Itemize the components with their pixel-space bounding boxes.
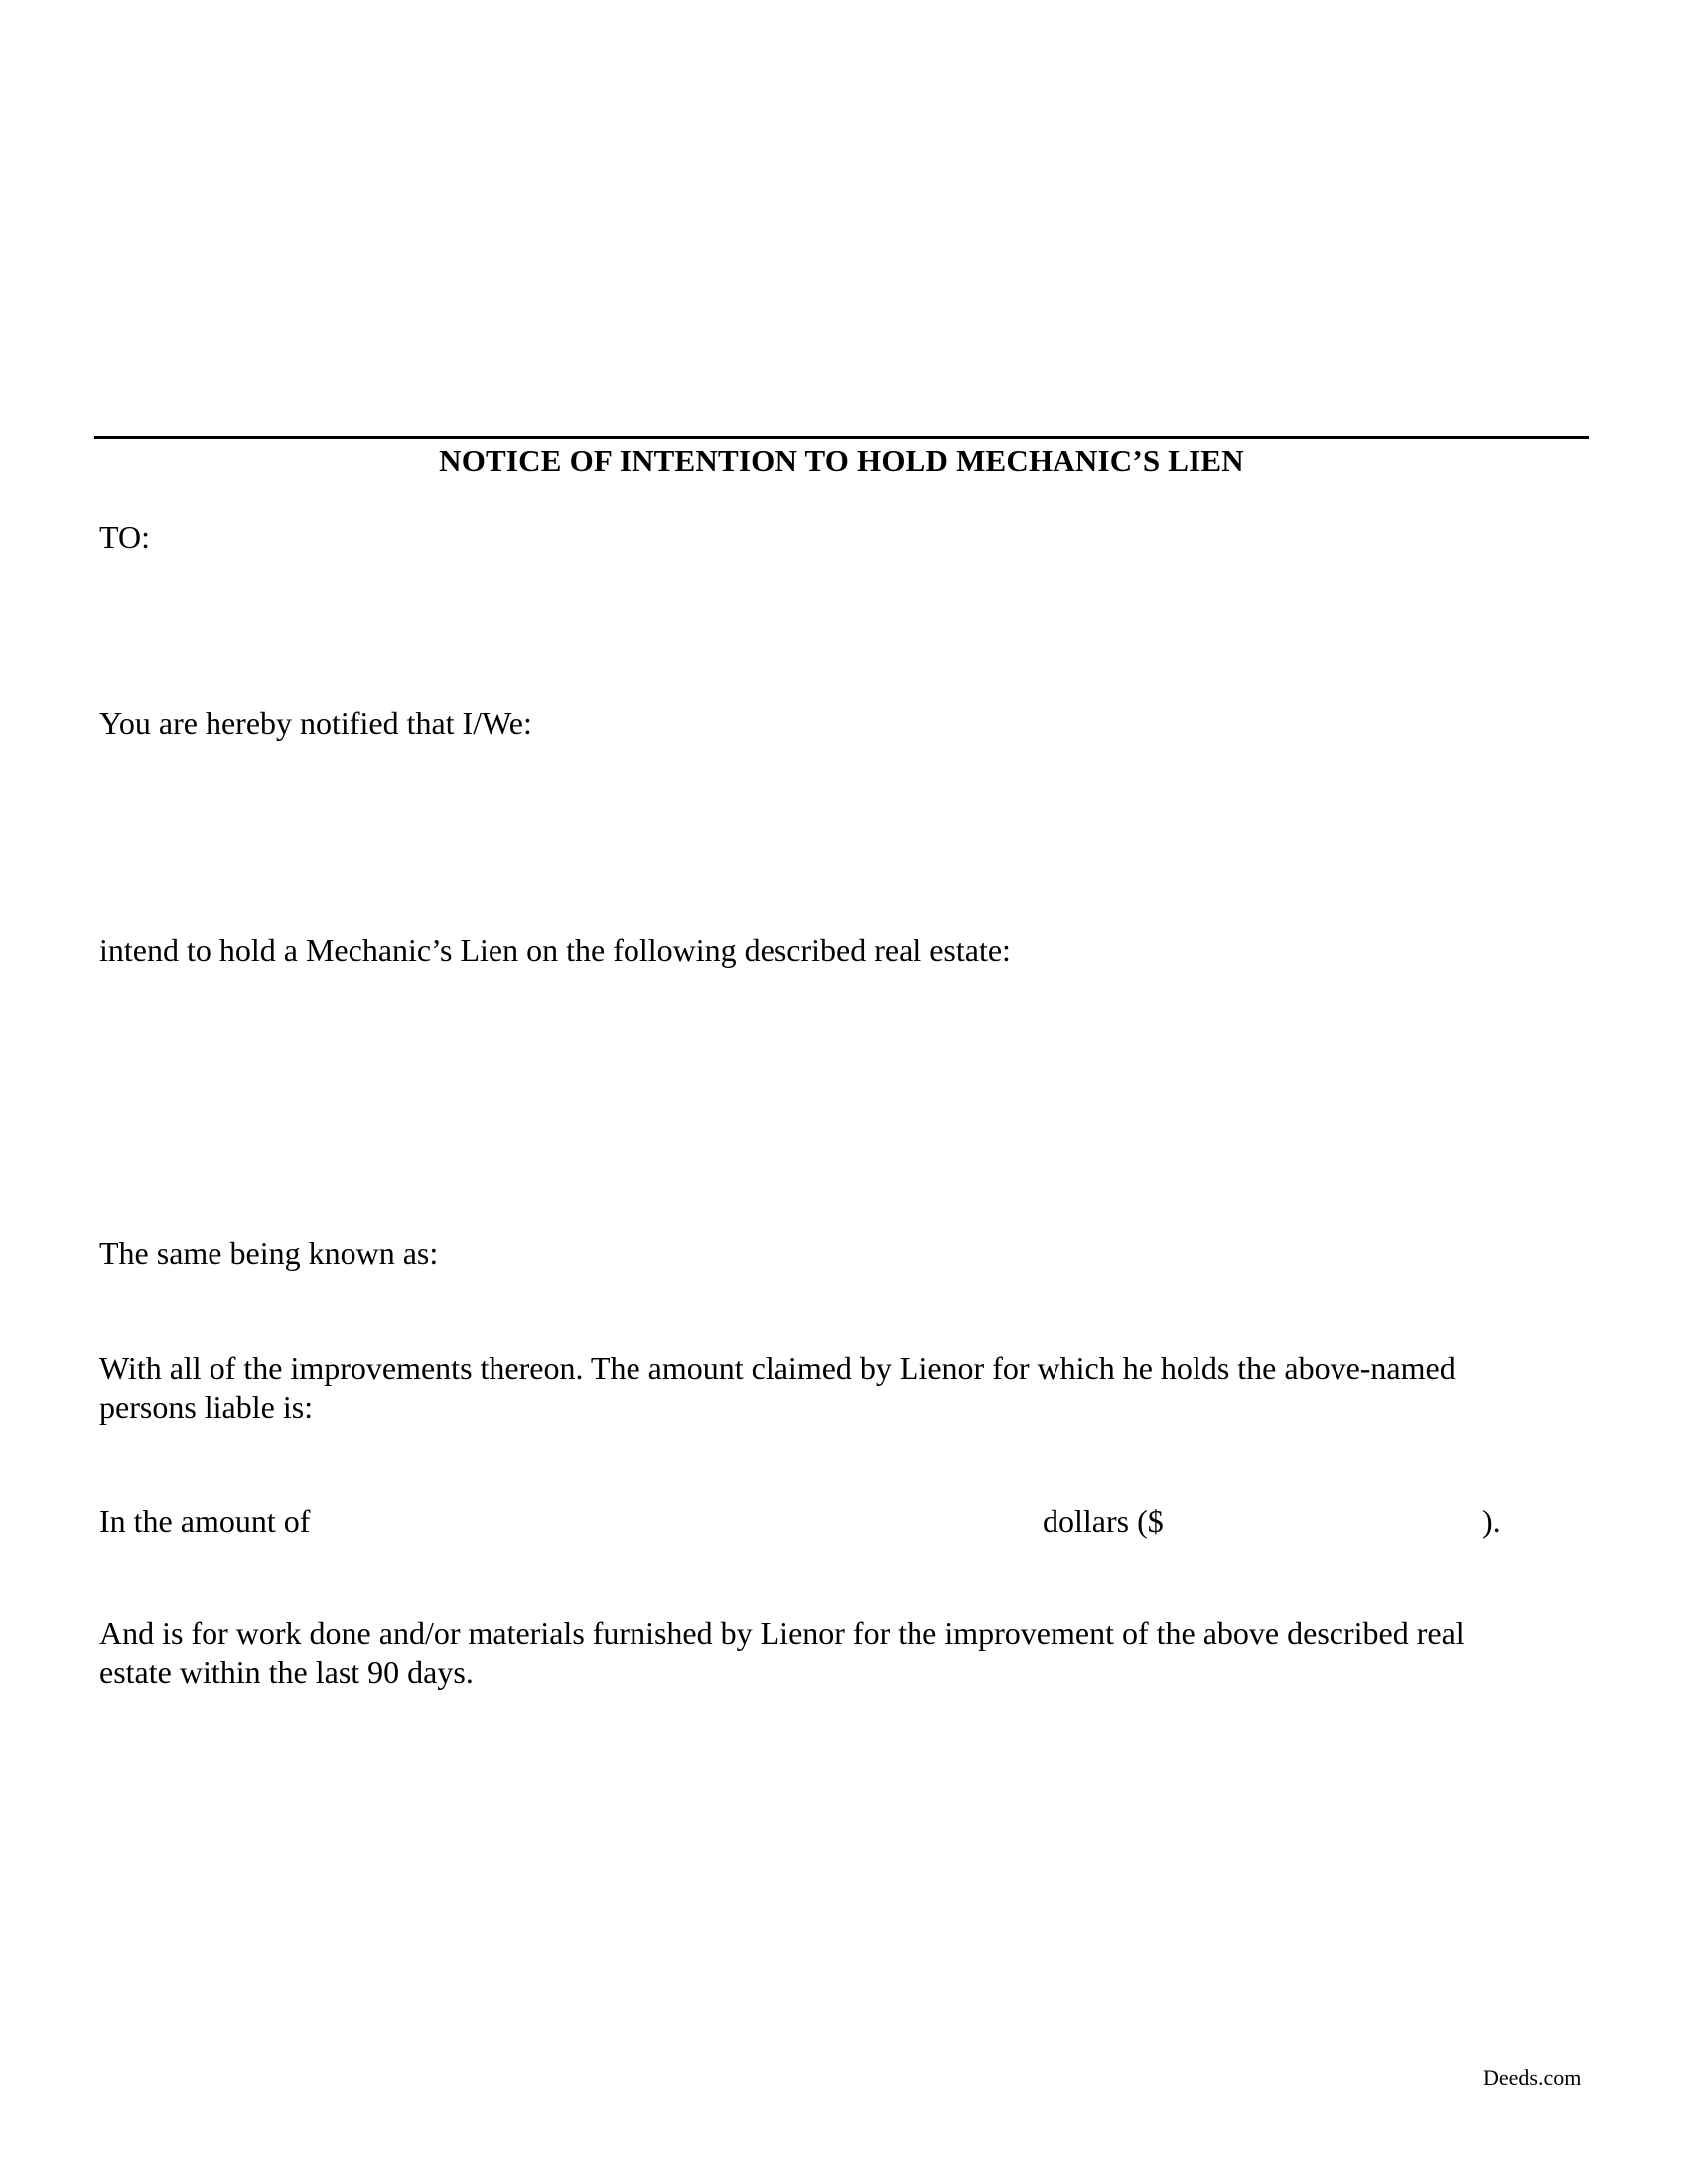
intend-text: intend to hold a Mechanic’s Lien on the following described real estate: xyxy=(99,932,1011,968)
notified-text: You are hereby notified that I/We: xyxy=(99,705,532,741)
amount-closing: ). xyxy=(1482,1503,1501,1539)
improvements-text: With all of the improvements thereon. The amount claimed by Lienor for which he holds the above-named persons liable is: xyxy=(99,1350,1456,1425)
top-rule-divider xyxy=(94,436,1589,439)
known-as-text: The same being known as: xyxy=(99,1235,439,1271)
to-label: TO: xyxy=(99,519,150,555)
document-title: NOTICE OF INTENTION TO HOLD MECHANIC’S LIEN xyxy=(439,443,1244,478)
dollars-label: dollars ($ xyxy=(1043,1503,1164,1539)
amount-row xyxy=(99,1502,1529,1542)
amount-label: In the amount of xyxy=(99,1503,311,1539)
work-text: And is for work done and/or materials furnished by Lienor for the improvement of the above described real estate within the last 90 days. xyxy=(99,1615,1465,1690)
footer-brand: Deeds.com xyxy=(1483,2065,1582,2090)
